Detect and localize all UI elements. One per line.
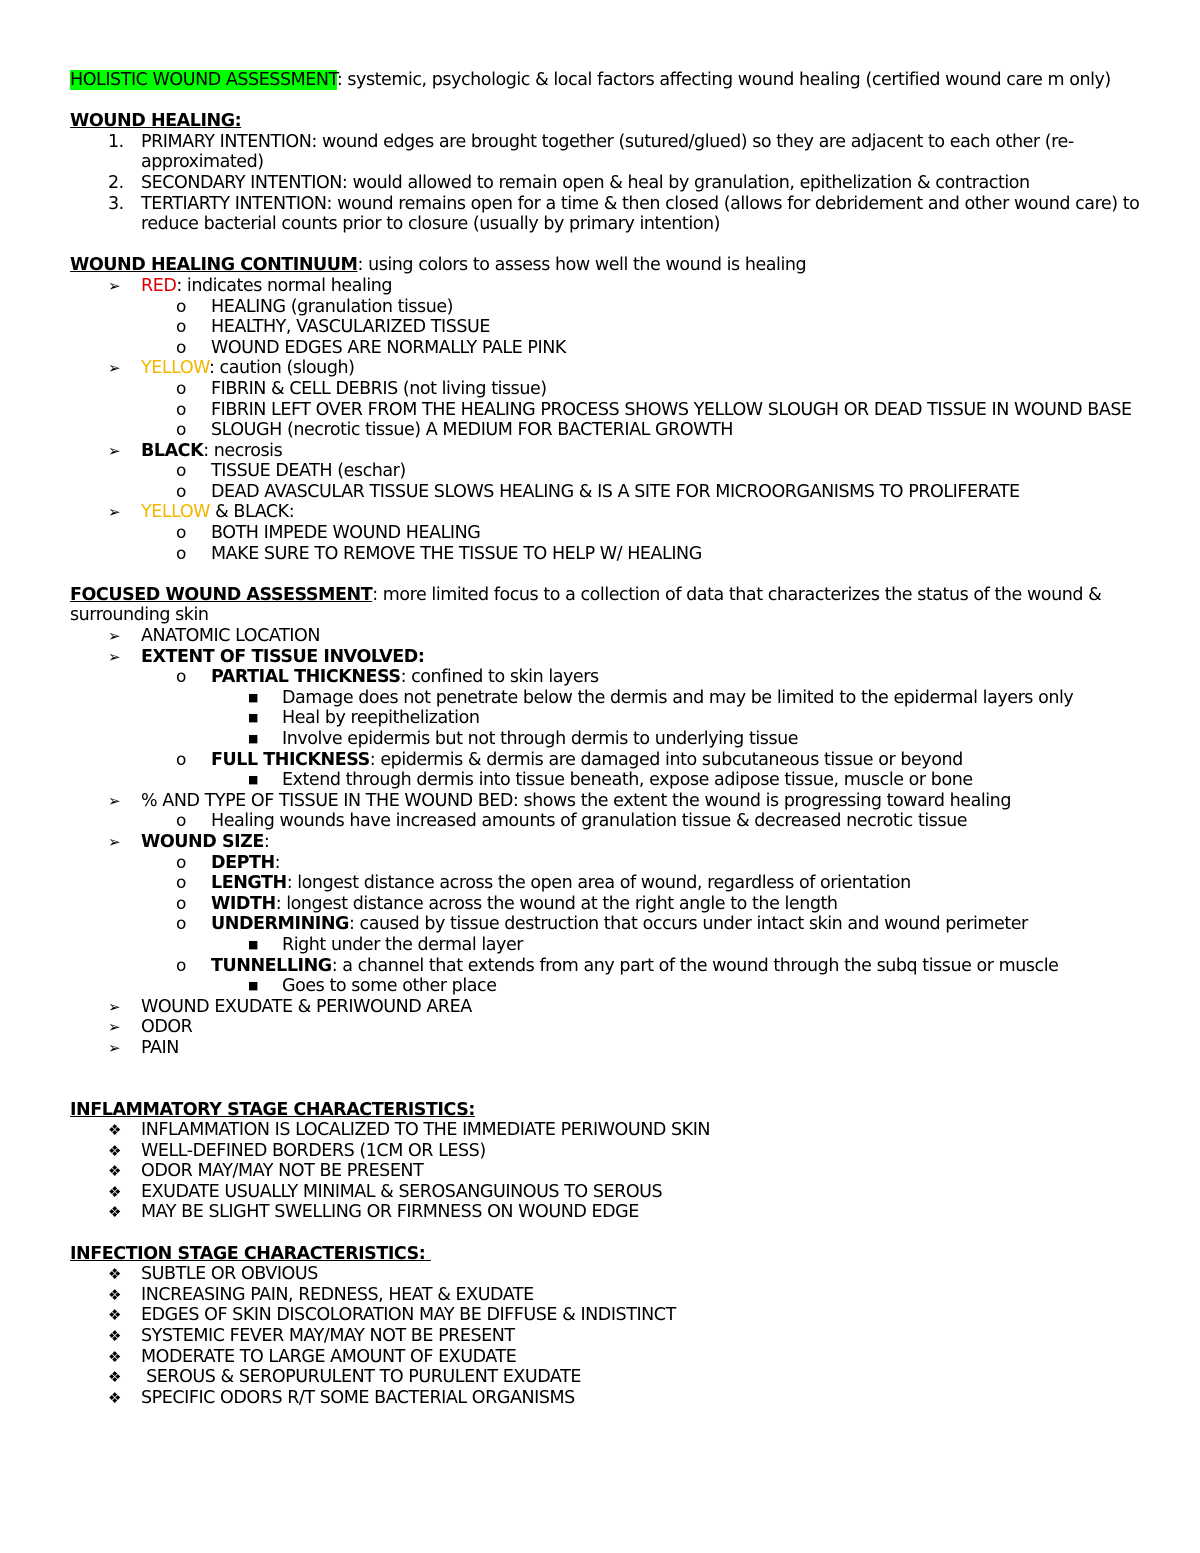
wound-healing-heading <box>70 111 1140 132</box>
list-text: FIBRIN & CELL DEBRIS (not living tissue) <box>211 378 547 399</box>
circle-bullet-icon: o <box>176 399 186 420</box>
list-item <box>70 935 1140 956</box>
diamond-bullet-icon: ❖ <box>108 1327 121 1346</box>
section-subtext: : using colors to assess how well the wound is healing <box>357 255 807 276</box>
intro-text: : systemic, psychologic & local factors affecting wound healing (certified wound care m only) <box>336 70 1111 90</box>
list-item <box>70 461 1140 482</box>
list-text: SYSTEMIC FEVER MAY/MAY NOT BE PRESENT <box>141 1326 515 1347</box>
arrow-bullet-icon: ➢ <box>108 997 121 1016</box>
section-heading: INFLAMMATORY STAGE CHARACTERISTICS: <box>70 1099 475 1120</box>
circle-bullet-icon: o <box>176 852 186 873</box>
list-item <box>70 667 1140 688</box>
list-item <box>70 317 1140 338</box>
list-text: ODOR <box>141 1017 193 1038</box>
list-item <box>70 853 1140 874</box>
list-text: : longest distance across the open area of wound, regardless of orientation <box>286 873 911 894</box>
continuum-heading <box>70 255 1140 276</box>
list-item <box>70 626 1140 647</box>
list-text: Goes to some other place <box>282 976 497 997</box>
list-item <box>70 894 1140 915</box>
section-heading: WOUND HEALING: <box>70 111 242 132</box>
square-bullet-icon: ■ <box>248 711 258 725</box>
list-item <box>70 420 1140 441</box>
diamond-bullet-icon: ❖ <box>108 1141 121 1160</box>
black-label: BLACK <box>141 440 204 461</box>
circle-bullet-icon: o <box>176 955 186 976</box>
list-text: : longest distance across the wound at the right angle to the length <box>275 893 838 914</box>
list-item <box>70 132 1140 173</box>
list-text: DEAD AVASCULAR TISSUE SLOWS HEALING & IS A SITE FOR MICROORGANISMS TO PROLIFERATE <box>211 481 1020 502</box>
list-text: : necrosis <box>203 440 283 461</box>
list-item <box>70 1347 1140 1368</box>
list-item <box>70 1305 1140 1326</box>
section-heading: WOUND HEALING CONTINUUM <box>70 255 358 276</box>
circle-bullet-icon: o <box>176 749 186 770</box>
list-text: Healing wounds have increased amounts of granulation tissue & decreased necrotic tissue <box>211 811 968 832</box>
diamond-bullet-icon: ❖ <box>108 1121 121 1140</box>
list-item <box>70 770 1140 791</box>
list-text: HEALING (granulation tissue) <box>211 296 454 317</box>
list-number: 3. <box>108 193 124 214</box>
arrow-bullet-icon: ➢ <box>108 791 121 810</box>
list-item <box>70 1264 1140 1285</box>
list-text: SLOUGH (necrotic tissue) A MEDIUM FOR BACTERIAL GROWTH <box>211 420 733 441</box>
circle-bullet-icon: o <box>176 296 186 317</box>
list-text: % AND TYPE OF TISSUE IN THE WOUND BED: shows the extent the wound is progressing toward healing <box>141 790 1011 811</box>
square-bullet-icon: ■ <box>248 773 258 787</box>
list-text: TISSUE DEATH (eschar) <box>211 461 406 482</box>
list-text: SUBTLE OR OBVIOUS <box>141 1264 318 1285</box>
yellow-label: YELLOW <box>141 502 211 523</box>
list-item <box>70 1161 1140 1182</box>
list-text: Right under the dermal layer <box>282 934 524 955</box>
diamond-bullet-icon: ❖ <box>108 1285 121 1304</box>
list-text: INCREASING PAIN, REDNESS, HEAT & EXUDATE <box>141 1284 534 1305</box>
list-number: 2. <box>108 172 124 193</box>
list-text: TERTIARTY INTENTION: wound remains open for a time & then closed (allows for debridement and other wound care) to reduce bacterial counts prior to closure (usually by primary intention) <box>141 193 1140 235</box>
list-item <box>70 1202 1140 1223</box>
intro-highlight: HOLISTIC WOUND ASSESSMENT <box>70 70 337 90</box>
arrow-bullet-icon: ➢ <box>108 503 121 522</box>
list-item <box>70 482 1140 503</box>
arrow-bullet-icon: ➢ <box>108 359 121 378</box>
term-label: LENGTH <box>211 873 287 894</box>
list-text: EXUDATE USUALLY MINIMAL & SEROSANGUINOUS TO SEROUS <box>141 1181 663 1202</box>
infection-heading <box>70 1244 1140 1265</box>
circle-bullet-icon: o <box>176 811 186 832</box>
circle-bullet-icon: o <box>176 667 186 688</box>
diamond-bullet-icon: ❖ <box>108 1265 121 1284</box>
arrow-bullet-icon: ➢ <box>108 832 121 851</box>
term-label: WOUND SIZE <box>141 831 264 852</box>
diamond-bullet-icon: ❖ <box>108 1388 121 1407</box>
list-item <box>70 400 1140 421</box>
intro-paragraph <box>70 70 1140 91</box>
diamond-bullet-icon: ❖ <box>108 1182 121 1201</box>
diamond-bullet-icon: ❖ <box>108 1368 121 1387</box>
list-item <box>70 956 1140 977</box>
list-item <box>70 1141 1140 1162</box>
list-text: SEROUS & SEROPURULENT TO PURULENT EXUDATE <box>141 1367 581 1388</box>
list-text: Involve epidermis but not through dermis to underlying tissue <box>282 729 799 749</box>
list-text: : indicates normal healing <box>176 275 393 296</box>
list-item <box>70 1182 1140 1203</box>
list-text: : confined to skin layers <box>400 667 599 688</box>
list-item <box>70 1388 1140 1409</box>
term-label: TUNNELLING <box>211 955 332 976</box>
arrow-bullet-icon: ➢ <box>108 647 121 666</box>
arrow-bullet-icon: ➢ <box>108 1018 121 1037</box>
list-item <box>70 173 1140 194</box>
circle-bullet-icon: o <box>176 523 186 544</box>
list-item <box>70 729 1140 750</box>
circle-bullet-icon: o <box>176 337 186 358</box>
list-text: Extend through dermis into tissue beneath, expose adipose tissue, muscle or bone <box>282 770 973 791</box>
list-item <box>70 688 1140 709</box>
list-text: MAKE SURE TO REMOVE THE TISSUE TO HELP W/ HEALING <box>211 543 702 564</box>
list-item <box>70 647 1140 668</box>
arrow-bullet-icon: ➢ <box>108 441 121 460</box>
diamond-bullet-icon: ❖ <box>108 1203 121 1222</box>
term-label: FULL THICKNESS <box>211 749 370 770</box>
list-text: : caution (slough) <box>208 358 355 379</box>
list-item <box>70 811 1140 832</box>
section-heading: INFECTION STAGE CHARACTERISTICS: <box>70 1243 431 1264</box>
inflammatory-heading <box>70 1100 1140 1121</box>
list-text: INFLAMMATION IS LOCALIZED TO THE IMMEDIATE PERIWOUND SKIN <box>141 1120 711 1141</box>
list-text: Heal by reepithelization <box>282 708 480 729</box>
section-heading: FOCUSED WOUND ASSESSMENT <box>70 584 373 605</box>
list-text: BOTH IMPEDE WOUND HEALING <box>211 523 481 544</box>
list-item <box>70 873 1140 894</box>
list-text: PRIMARY INTENTION: wound edges are brought together (sutured/glued) so they are adjacent to each other (re-approximated) <box>141 131 1074 173</box>
list-text: : caused by tissue destruction that occurs under intact skin and wound perimeter <box>348 914 1028 935</box>
circle-bullet-icon: o <box>176 420 186 441</box>
square-bullet-icon: ■ <box>248 937 258 951</box>
list-text: Damage does not penetrate below the dermis and may be limited to the epidermal layers only <box>282 687 1074 708</box>
term-label: WIDTH <box>211 893 276 914</box>
square-bullet-icon: ■ <box>248 690 258 704</box>
list-text: ANATOMIC LOCATION <box>141 626 320 647</box>
arrow-bullet-icon: ➢ <box>108 1038 121 1057</box>
list-text: WELL-DEFINED BORDERS (1CM OR LESS) <box>141 1140 486 1161</box>
list-text: EDGES OF SKIN DISCOLORATION MAY BE DIFFUSE & INDISTINCT <box>141 1305 676 1326</box>
list-text: SECONDARY INTENTION: would allowed to remain open & heal by granulation, epithelization & contraction <box>141 172 1030 193</box>
diamond-bullet-icon: ❖ <box>108 1347 121 1366</box>
red-label: RED <box>141 275 177 296</box>
list-text: MAY BE SLIGHT SWELLING OR FIRMNESS ON WOUND EDGE <box>141 1202 639 1223</box>
list-item <box>70 523 1140 544</box>
focused-heading <box>70 585 1140 626</box>
section-subtext: : more limited focus to a collection of data that characterizes the status of the wound & surrounding skin <box>70 584 1102 626</box>
list-item <box>70 338 1140 359</box>
list-item <box>70 1367 1140 1388</box>
list-text: MODERATE TO LARGE AMOUNT OF EXUDATE <box>141 1346 517 1367</box>
circle-bullet-icon: o <box>176 873 186 894</box>
term-label: DEPTH <box>211 852 275 873</box>
list-item <box>70 708 1140 729</box>
circle-bullet-icon: o <box>176 481 186 502</box>
list-item <box>70 544 1140 565</box>
list-text: & BLACK: <box>210 502 295 523</box>
circle-bullet-icon: o <box>176 461 186 482</box>
list-text: : epidermis & dermis are damaged into subcutaneous tissue or beyond <box>369 749 963 770</box>
list-item <box>70 441 1140 462</box>
circle-bullet-icon: o <box>176 893 186 914</box>
list-item <box>70 750 1140 771</box>
term-label: UNDERMINING <box>211 914 349 935</box>
list-text: WOUND EXUDATE & PERIWOUND AREA <box>141 996 472 1017</box>
list-item <box>70 502 1140 523</box>
list-item <box>70 1285 1140 1306</box>
list-item <box>70 276 1140 297</box>
yellow-label: YELLOW <box>141 358 209 379</box>
list-item <box>70 379 1140 400</box>
arrow-bullet-icon: ➢ <box>108 276 121 295</box>
term-label: PARTIAL THICKNESS <box>211 667 401 688</box>
list-number: 1. <box>108 131 124 152</box>
diamond-bullet-icon: ❖ <box>108 1306 121 1325</box>
list-item <box>70 976 1140 997</box>
list-text: HEALTHY, VASCULARIZED TISSUE <box>211 317 491 338</box>
document-page <box>70 70 1140 1408</box>
list-text: WOUND EDGES ARE NORMALLY PALE PINK <box>211 337 566 358</box>
list-item <box>70 832 1140 853</box>
circle-bullet-icon: o <box>176 317 186 338</box>
square-bullet-icon: ■ <box>248 979 258 993</box>
list-text: ODOR MAY/MAY NOT BE PRESENT <box>141 1161 424 1182</box>
list-text: : <box>263 831 270 852</box>
circle-bullet-icon: o <box>176 543 186 564</box>
list-item <box>70 914 1140 935</box>
circle-bullet-icon: o <box>176 914 186 935</box>
list-item <box>70 1017 1140 1038</box>
list-text: SPECIFIC ODORS R/T SOME BACTERIAL ORGANISMS <box>141 1387 575 1408</box>
diamond-bullet-icon: ❖ <box>108 1162 121 1181</box>
list-text: : a channel that extends from any part of the wound through the subq tissue or muscle <box>331 955 1059 976</box>
list-text: EXTENT OF TISSUE INVOLVED: <box>141 646 425 667</box>
list-text: : <box>274 852 281 873</box>
list-text: PAIN <box>141 1037 179 1058</box>
circle-bullet-icon: o <box>176 378 186 399</box>
list-item <box>70 194 1140 235</box>
list-item <box>70 997 1140 1018</box>
list-item <box>70 791 1140 812</box>
arrow-bullet-icon: ➢ <box>108 627 121 646</box>
list-item <box>70 1120 1140 1141</box>
list-text: FIBRIN LEFT OVER FROM THE HEALING PROCESS SHOWS YELLOW SLOUGH OR DEAD TISSUE IN WOUND BASE <box>211 399 1132 420</box>
list-item <box>70 1038 1140 1059</box>
list-item <box>70 297 1140 318</box>
list-item <box>70 358 1140 379</box>
square-bullet-icon: ■ <box>248 732 258 745</box>
list-item <box>70 1326 1140 1347</box>
